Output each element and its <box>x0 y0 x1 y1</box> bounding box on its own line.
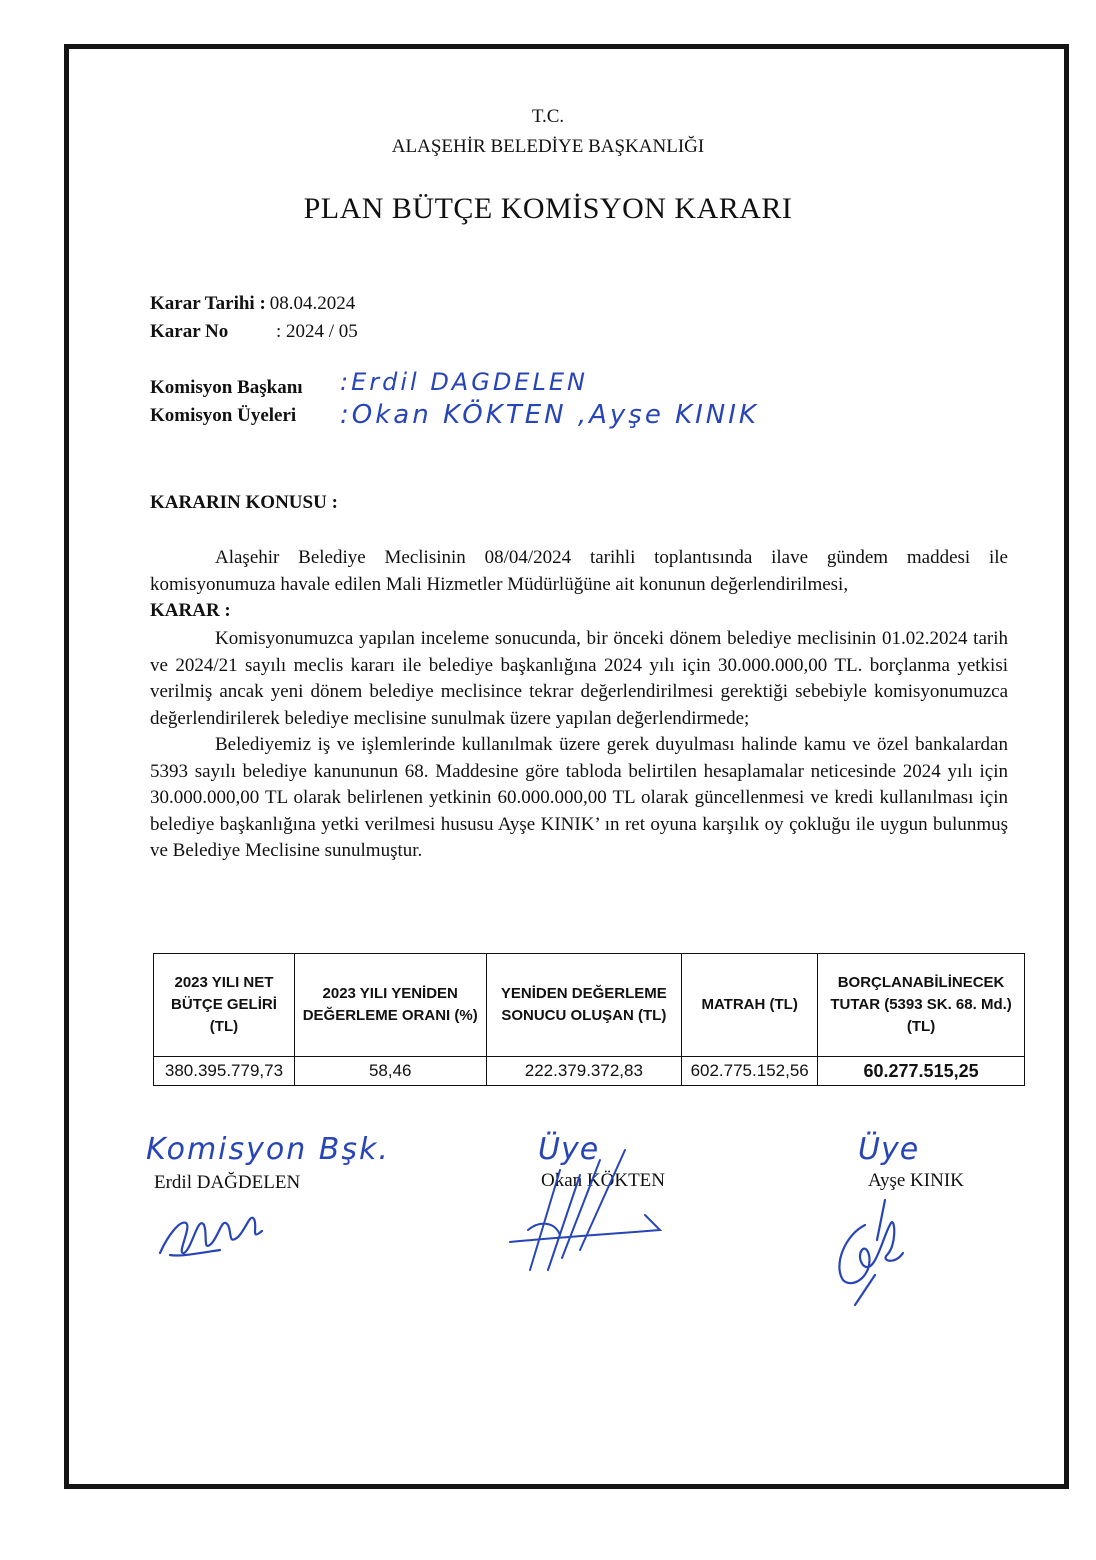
members-label: Komisyon Üyeleri <box>150 405 297 426</box>
member1-signature-caption: Üye <box>538 1132 600 1167</box>
table-cell: 222.379.372,83 <box>486 1057 682 1086</box>
decision-number-label: Karar No <box>150 321 229 342</box>
decision-heading: KARAR : <box>150 600 231 621</box>
member1-signature <box>500 1130 680 1280</box>
table-header-cell: YENİDEN DEĞERLEME SONUCU OLUŞAN (TL) <box>486 954 682 1057</box>
member2-signature-caption: Üye <box>858 1132 920 1167</box>
decision-body <box>150 626 1008 865</box>
table-header-cell: BORÇLANABİLİNECEK TUTAR (5393 SK. 68. Md.) (TL) <box>818 954 1025 1057</box>
chair-signature-caption: Komisyon Bşk. <box>146 1132 390 1167</box>
table-header-cell: 2023 YILI YENİDEN DEĞERLEME ORANI (%) <box>294 954 486 1057</box>
table-header-cell: MATRAH (TL) <box>682 954 818 1057</box>
header-institution: ALAŞEHİR BELEDİYE BAŞKANLIĞI <box>391 136 705 157</box>
subject-body <box>150 545 1008 598</box>
chair-handwritten: :Erdil DAGDELEN <box>340 368 588 396</box>
decision-paragraph-2: Belediyemiz iş ve işlemlerinde kullanılmak üzere gerek duyulması halinde kamu ve özel bankalardan 5393 sayılı belediye kanununun 68. Maddesine göre tabloda belirtilen hesaplamalar neticesinde 2024 yılı için 30.000.000,00 TL olarak belirlenen yetkinin 60.000.000,00 TL olarak güncellenmesi ve kredi kullanılması için belediye başkanlığına yetki verilmesi hususu Ayşe KINIK’ ın ret oyuna karşılık oy çokluğu ile uygun bulunmuş ve Belediye Meclisine sunulmuştur. <box>150 734 1008 861</box>
subject-heading: KARARIN KONUSU : <box>150 492 338 513</box>
decision-date-label: Karar Tarihi : <box>150 293 266 314</box>
table-row <box>154 1057 1025 1086</box>
table-cell: 58,46 <box>294 1057 486 1086</box>
decision-date-value: 08.04.2024 <box>269 293 356 314</box>
decision-paragraph-1: Komisyonumuzca yapılan inceleme sonucunda, bir önceki dönem belediye meclisinin 01.02.2024 tarih ve 2024/21 sayılı meclis kararı ile belediye başkanlığına 2024 yılı için 30.000.000,00 TL. borçlanma yetkisi verilmiş ancak yeni dönem belediye meclisince tekrar değerlendirilmesi gerektiği sebebiyle komisyonumuzca değerlendirilerek belediye meclisine sunulmak üzere yapılan değerlendirmede; <box>150 628 1008 729</box>
chair-signature-name: Erdil DAĞDELEN <box>154 1172 301 1193</box>
decision-date <box>150 293 355 315</box>
document-title: PLAN BÜTÇE KOMİSYON KARARI <box>303 192 793 225</box>
chair-signature <box>150 1195 280 1270</box>
table-cell: 602.775.152,56 <box>682 1057 818 1086</box>
borrowing-table <box>153 953 1025 1086</box>
decision-number-value: : 2024 / 05 <box>276 321 358 342</box>
header-tc: T.C. <box>531 106 565 127</box>
chair-label: Komisyon Başkanı <box>150 377 303 398</box>
member2-signature <box>825 1195 925 1310</box>
table-header-row <box>154 954 1025 1057</box>
member2-signature-name: Ayşe KINIK <box>868 1170 964 1191</box>
member1-signature-name: Okan KÖKTEN <box>541 1170 666 1191</box>
members-handwritten: :Okan KÖKTEN ,Ayşe KINIK <box>340 400 759 430</box>
table-cell: 380.395.779,73 <box>154 1057 295 1086</box>
subject-paragraph: Alaşehir Belediye Meclisinin 08/04/2024 tarihli toplantısında ilave gündem maddesi ile komisyonumuza havale edilen Mali Hizmetler Müdürlüğüne ait konunun değerlendirilmesi, <box>150 547 1008 595</box>
table-cell-borrowing-amount: 60.277.515,25 <box>818 1057 1025 1086</box>
decision-number <box>150 321 228 343</box>
table-header-cell: 2023 YILI NET BÜTÇE GELİRİ (TL) <box>154 954 295 1057</box>
